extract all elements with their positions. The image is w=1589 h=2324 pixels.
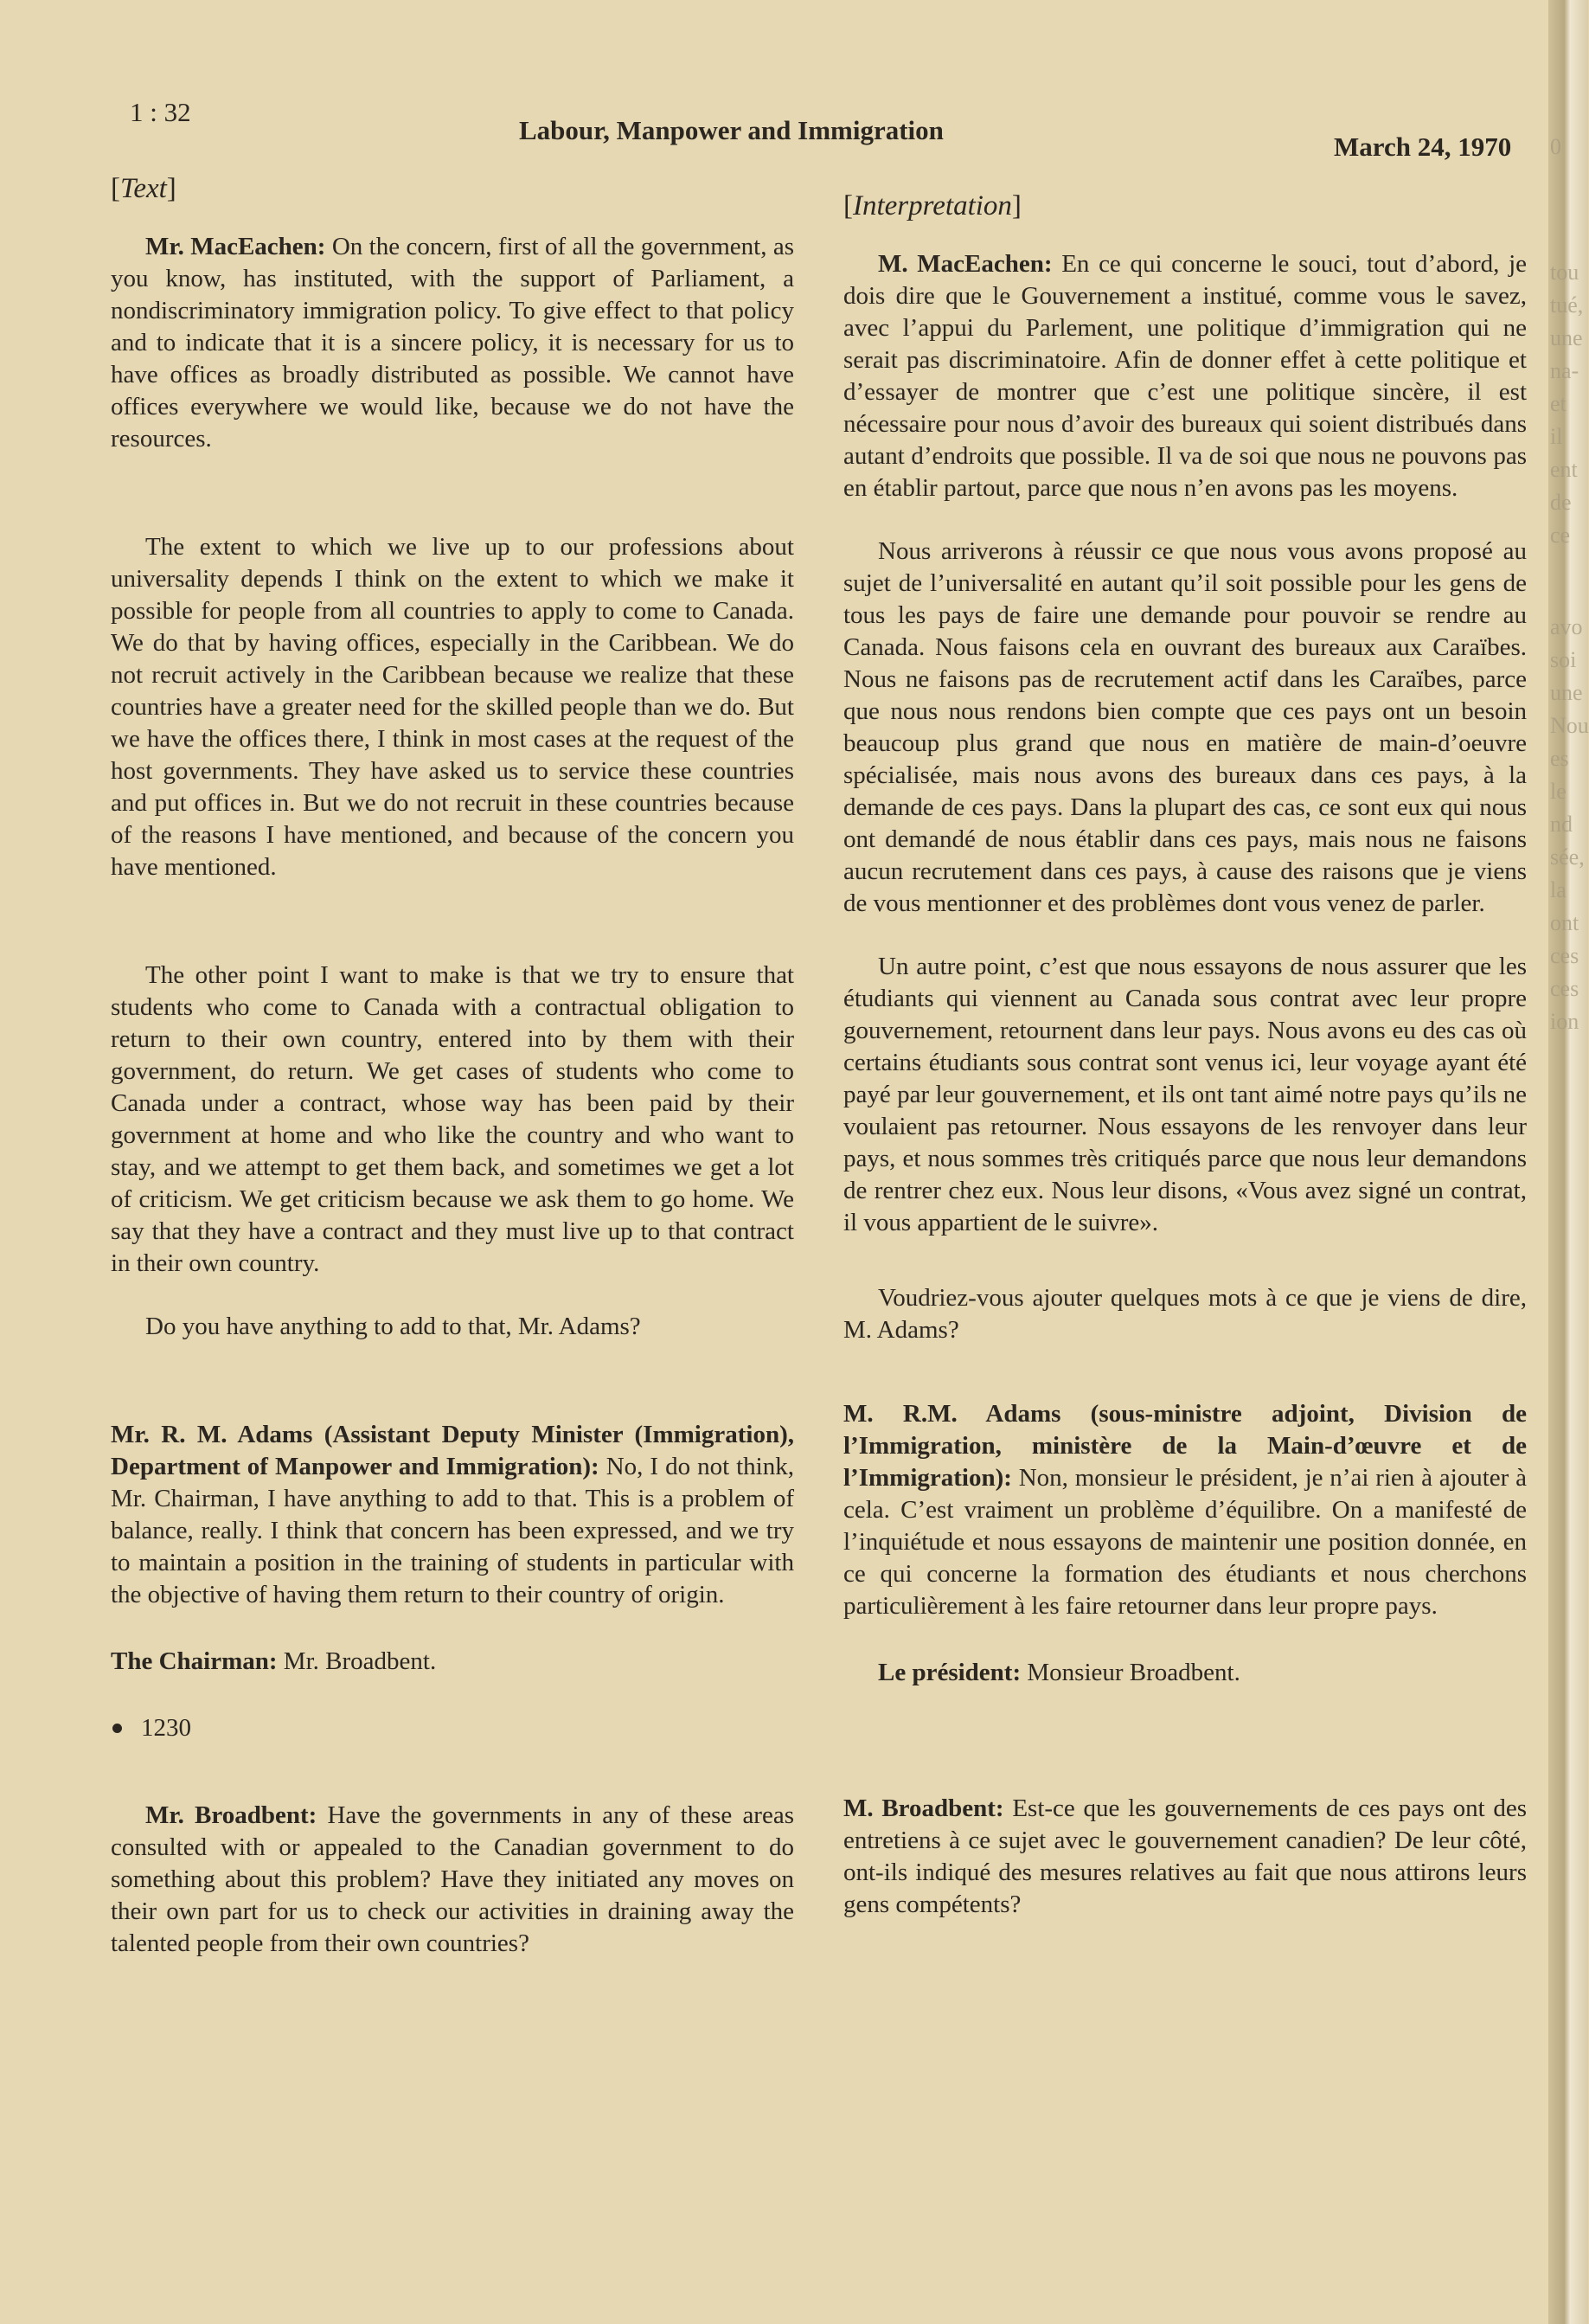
section-label-text: [Text]	[111, 173, 176, 204]
paragraph: The other point I want to make is that we try to ensure that students who come to Canada with a contractual obligation to return to their own country, entered into by them with their government, do return. We get cases of students who come to Canada under a contract, whose way has been paid by their government at home and who like the country and who want to stay, and we attempt to get them back, and sometimes we get a lot of criticism. We get criticism because we ask them to go home. We say that they have a contract and they must live up to that contract in their own country.	[111, 961, 794, 1277]
gutter-fragment: une	[1550, 325, 1583, 350]
running-title: Labour, Manpower and Immigration	[519, 115, 944, 145]
page-date: March 24, 1970	[1334, 132, 1512, 162]
paragraph: Mr. R. M. Adams (Assistant Deputy Minister (Immigration), Department of Manpower and Immigration): No, I do not think, Mr. Chairman, I have anything to add to that. This is a problem of balance, really. I think that concern has been expressed, and we try to maintain a position in the training of students in particular with the objective of having them return to their country of origin.	[111, 1421, 794, 1608]
paragraph: The Chairman: Mr. Broadbent.	[111, 1647, 437, 1675]
gutter-fragment: ce	[1550, 523, 1571, 548]
gutter-fragment: ion	[1550, 1009, 1579, 1034]
section-label-interpretation: [Interpretation]	[843, 190, 1022, 221]
gutter-fragment: Nou	[1550, 713, 1589, 738]
gutter-fragment: la	[1550, 877, 1567, 902]
speaker-name: Mr. Broadbent:	[145, 1801, 317, 1829]
paragraph: Le président: Monsieur Broadbent.	[878, 1659, 1240, 1686]
speaker-name: Mr. MacEachen:	[145, 233, 326, 260]
paragraph: Do you have anything to add to that, Mr. Adams?	[145, 1313, 641, 1340]
paragraph: Nous arriverons à réussir ce que nous vous avons proposé au sujet de l’universalité en autant qu’il soit possible pour les gens de tous les pays de faire une demande pour pouvoir se rendre au Canada. Nous faisons cela en ouvrant des bureaux aux Caraïbes. Nous ne faisons pas de recrutement actif dans les Caraïbes, parce que nous nous rendons bien compte que ces pays ont un besoin beaucoup plus grand que nous en matière de main-d’oeuvre spécialisée, mais nous avons des bureaux dans ces pays, à la demande de ces pays. Dans la plupart des cas, ce sont eux qui nous ont demandé de nous établir dans ces pays, mais nous ne faisons aucun recrutement dans ces pays, à cause des raisons que je viens de vous mentionner et des problèmes dont vous venez de parler.	[843, 537, 1527, 917]
speaker-name: Mr. R. M. Adams (Assistant Deputy Minister (Immigration), Department of Manpower and Immigration):	[111, 1421, 794, 1480]
gutter-fragment: ces	[1550, 943, 1579, 968]
gutter-fragment: soi	[1550, 647, 1577, 672]
gutter-fragment: de	[1550, 490, 1572, 515]
gutter-fragment: et	[1550, 391, 1567, 416]
speaker-name: M. Broadbent:	[843, 1794, 1004, 1822]
gutter-fragment: avo	[1550, 614, 1583, 639]
bullet-icon	[112, 1724, 122, 1733]
paragraph: The extent to which we live up to our professions about universality depends I think on the extent to which we make it possible for people from all countries to apply to come to Canada. We do that by having offices, especially in the Caribbean. We do not recruit actively in the Caribbean because we realize that these countries have a greater need for the skilled people than we do. But we have the offices there, I think in most cases at the request of the host governments. They have asked us to service these countries and put offices in. But we do not recruit in these countries because of the reasons I have mentioned, and because of the concern you have mentioned.	[111, 533, 794, 881]
paragraph: Mr. MacEachen: On the concern, first of all the government, as you know, has instituted, with the support of Parliament, a nondiscriminatory immigration policy. To give effect to that policy and to indicate that it is a sincere policy, it is necessary for us to have offices as broadly distributed as possible. We cannot have offices everywhere we would like, because we do not have the resources.	[111, 233, 795, 453]
speaker-name: M. MacEachen:	[878, 250, 1053, 278]
gutter-fragment: ces	[1550, 976, 1579, 1001]
gutter-fragment: 0	[1550, 134, 1561, 159]
french-column	[843, 190, 1527, 1952]
page-number: 1 : 32	[130, 97, 191, 127]
english-column	[111, 173, 794, 1991]
binding-gutter	[1548, 0, 1588, 2324]
gutter-fragment: tou	[1550, 260, 1579, 285]
paragraph: M. R.M. Adams (sous-ministre adjoint, Division de l’Immigration, ministère de la Main-d’œuvre et de l’Immigration): Non, monsieur le président, je n’ai rien à ajouter à cela. C’est vraiment un problème d’équilibre. On a manifesté de l’inquiétude et nous essayons de maintenir une position donnée, en ce qui concerne la formation des étudiants et nous cherchons particulièrement à les faire retourner dans leur propre pays.	[843, 1400, 1527, 1620]
speaker-name: Le président:	[878, 1659, 1022, 1686]
gutter-fragment: ont	[1550, 910, 1579, 935]
gutter-fragment: na-	[1550, 358, 1579, 383]
paragraph: M. MacEachen: En ce qui concerne le souci, tout d’abord, je dois dire que le Gouvernement a institué, comme vous le savez, avec l’appui du Parlement, une politique d’immigration qui ne serait pas discriminatoire. Afin de donner effet à cette politique et d’essayer de montrer que c’est une politique sincère, il est nécessaire pour nous d’avoir des bureaux qui soient distribués dans autant d’endroits que possible. Il va de soi que nous ne pouvons pas en établir partout, parce que nous n’en avons pas les moyens.	[843, 250, 1527, 502]
paragraph: M. Broadbent: Est-ce que les gouvernements de ces pays ont des entretiens à ce sujet avec le gouvernement canadien? De leur côté, ont-ils indiqué des mesures relatives au fait que nous attirons leurs gens compétents?	[843, 1794, 1527, 1918]
gutter-fragment: sée,	[1550, 844, 1585, 870]
gutter-fragment: ent	[1550, 457, 1578, 482]
gutter-fragment: es	[1550, 746, 1569, 771]
speaker-name: M. R.M. Adams (sous-ministre adjoint, Division de l’Immigration, ministère de la Main-d’œuvre et de l’Immigration):	[843, 1400, 1527, 1492]
paragraph: Voudriez-vous ajouter quelques mots à ce que je viens de dire, M. Adams?	[843, 1284, 1527, 1344]
speaker-name: The Chairman:	[111, 1647, 278, 1675]
paragraph: Un autre point, c’est que nous essayons de nous assurer que les étudiants qui viennent au Canada sous contrat avec leur propre gouvernement, retournent dans leur pays. Nous avons eu des cas où certains étudiants sous contrat sont venus ici, leur voyage ayant été payé par leur gouvernement, et ils ont tant aimé notre pays qu’ils ne voulaient pas retourner. Nous essayons de les renvoyer dans leur pays, et nous sommes très critiqués parce que nous leur demandons de rentrer chez eux. Nous leur disons, «Vous avez signé un contrat, il vous appartient de le suivre».	[843, 953, 1527, 1236]
gutter-fragment: nd	[1550, 812, 1573, 837]
gutter-fragment: le	[1550, 779, 1567, 804]
gutter-fragment: une	[1550, 680, 1583, 705]
gutter-fragment: tué,	[1550, 292, 1584, 318]
time-marker: 1230	[111, 1712, 794, 1744]
gutter-fragment: il	[1550, 424, 1563, 449]
paragraph: Mr. Broadbent: Have the governments in any of these areas consulted with or appealed to the Canadian government to do something about this problem? Have they initiated any moves on their own part for us to check our activities in draining away the talented people from their own countries?	[111, 1801, 794, 1957]
